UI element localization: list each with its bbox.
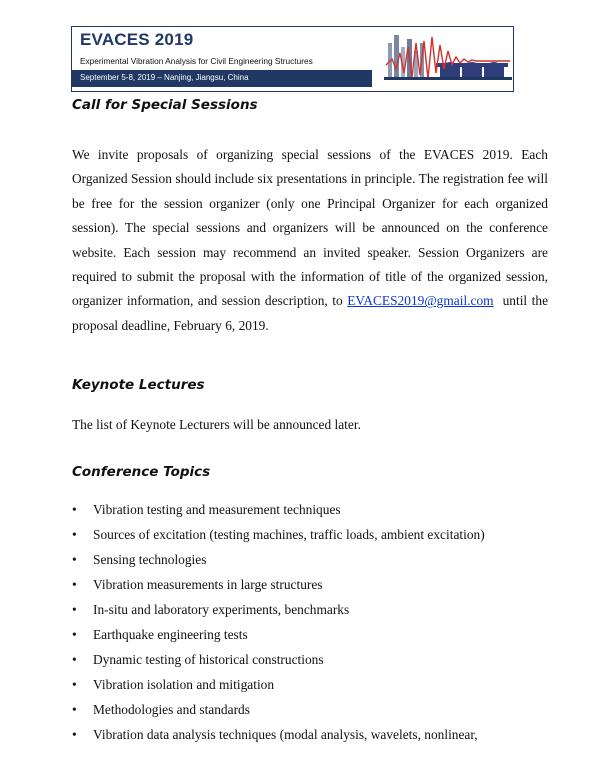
topic-item (72, 575, 552, 600)
banner-date-bar (72, 70, 372, 87)
email-link[interactable]: EVACES2019@gmail.com (347, 293, 494, 309)
topic-label: Earthquake engineering tests (93, 627, 248, 642)
bullet-icon: • (72, 527, 77, 542)
topics-list (72, 500, 552, 750)
topic-label: Vibration isolation and mitigation (93, 677, 275, 692)
topic-label: Vibration testing and measurement techniques (93, 502, 341, 517)
special-sessions-text: We invite proposals of organizing special sessions of the EVACES 2019. Each Organized Session should include six presentations in principle. The registration fee will be free for the session organizer (only one Principal Organizer for each organized session). The special sessions and organizers will be announced on the conference website. Each session may recommend an invited speaker. Session Organizers are required to submit the proposal with the information of title of the organized session, organizer information, and session description, to (72, 147, 548, 309)
bullet-icon: • (72, 627, 77, 642)
topic-item (72, 675, 552, 700)
topic-item (72, 725, 552, 750)
banner-title: EVACES 2019 (80, 30, 194, 49)
topic-label: Vibration measurements in large structures (93, 577, 323, 592)
topic-label: Methodologies and standards (93, 702, 250, 717)
special-sessions-heading: Call for Special Sessions (72, 97, 258, 113)
topic-label: Vibration data analysis techniques (modal analysis, wavelets, nonlinear, (93, 727, 478, 742)
bullet-icon: • (72, 502, 77, 517)
bullet-icon: • (72, 652, 77, 667)
bullet-icon: • (72, 577, 77, 592)
keynote-text: The list of Keynote Lecturers will be announced later. (72, 417, 361, 432)
bullet-icon: • (72, 677, 77, 692)
banner-subtitle: Experimental Vibration Analysis for Civil Engineering Structures (80, 56, 313, 66)
special-sessions-paragraph (72, 143, 548, 338)
banner-date-location: September 5-8, 2019 – Nanjing, Jiangsu, China (80, 73, 249, 82)
topic-label: Sensing technologies (93, 552, 207, 567)
topics-heading: Conference Topics (72, 464, 211, 480)
topic-item (72, 650, 552, 675)
conference-logo (384, 29, 512, 89)
bullet-icon: • (72, 727, 77, 742)
topic-label: Sources of excitation (testing machines, traffic loads, ambient excitation) (93, 527, 485, 542)
bullet-icon: • (72, 552, 77, 567)
bullet-icon: • (72, 702, 77, 717)
keynote-heading: Keynote Lectures (72, 377, 205, 393)
topic-item (72, 500, 552, 525)
topic-item (72, 700, 552, 725)
bullet-icon: • (72, 602, 77, 617)
topic-label: In-situ and laboratory experiments, benchmarks (93, 602, 350, 617)
conference-banner (71, 26, 514, 92)
topic-item (72, 525, 552, 550)
special-sessions-deadline-text: until the proposal deadline, February 6, 2019. (72, 293, 549, 333)
topic-item (72, 625, 552, 650)
topic-item (72, 600, 552, 625)
topic-label: Dynamic testing of historical constructions (93, 652, 324, 667)
topic-item (72, 550, 552, 575)
